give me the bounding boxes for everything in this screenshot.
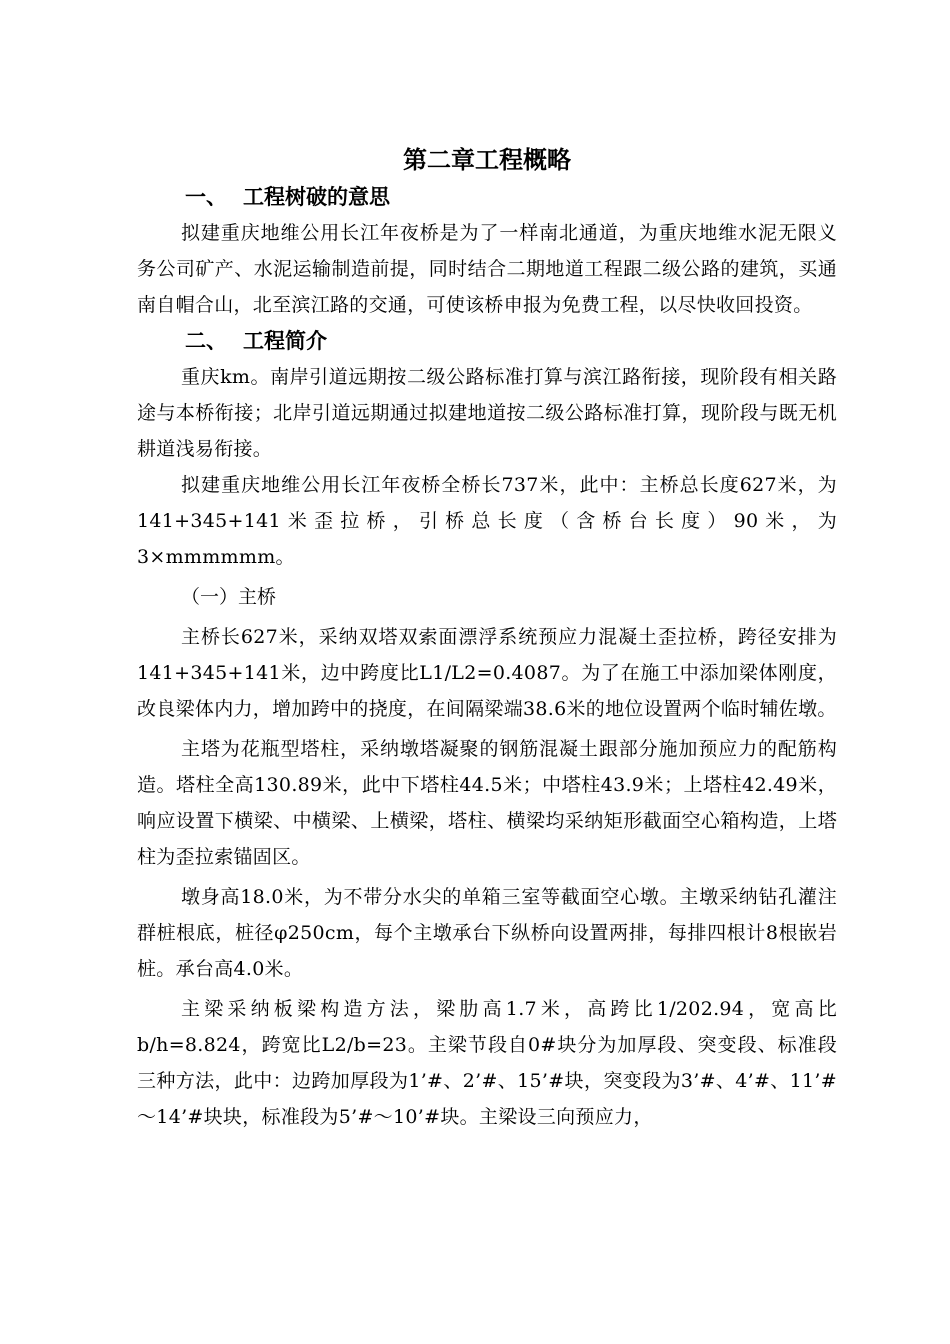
section-heading-1 <box>137 179 837 215</box>
paragraph: 墩身高18.0米，为不带分水尖的单箱三室等截面空心墩。主墩采纳钻孔灌注群桩根底，桩径φ250cm，每个主墩承台下纵桥向设置两排，每排四根计8根嵌岩桩。承台高4.0米。 <box>137 886 837 980</box>
document-body <box>137 143 837 1135</box>
paragraph: 主梁采纳板梁构造方法，梁肋高1.7米，高跨比1/202.94，宽高比b/h=8.824，跨宽比L2/b=23。主梁节段自0#块分为加厚段、突变段、标准段三种方法，此中：边跨加厚段为1’#、2’#、15’#块，突变段为3’#、4’#、11’#～14’#块块，标准段为5’#～10’#块。主梁设三向预应力， <box>137 998 837 1128</box>
section-number-1: 一、 <box>185 184 227 209</box>
paragraph: 主塔为花瓶型塔柱，采纳墩塔凝聚的钢筋混凝土跟部分施加预应力的配筋构造。塔柱全高130.89米，此中下塔柱44.5米；中塔柱43.9米；上塔柱42.49米，响应设置下横梁、中横梁、上横梁，塔柱、横梁均采纳矩形截面空心箱构造，上塔柱为歪拉索锚固区。 <box>137 738 837 868</box>
paragraph: 主桥长627米，采纳双塔双索面漂浮系统预应力混凝土歪拉桥，跨径安排为141+345+141米，边中跨度比L1/L2=0.4087。为了在施工中添加梁体刚度，改良梁体内力，增加跨中的挠度，在间隔梁端38.6米的地位设置两个临时辅佐墩。 <box>137 626 837 720</box>
paragraph: 拟建重庆地维公用长江年夜桥是为了一样南北通道，为重庆地维水泥无限义务公司矿产、水泥运输制造前提，同时结合二期地道工程跟二级公路的建筑，买通南自帽合山，北至滨江路的交通，可使该桥申报为免费工程，以尽快收回投资。 <box>137 222 837 316</box>
paragraph: 重庆km。南岸引道远期按二级公路标准打算与滨江路衔接，现阶段有相关路途与本桥衔接；北岸引道远期通过拟建地道按二级公路标准打算，现阶段与既无机耕道浅易衔接。 <box>137 366 837 460</box>
subsection-heading: （一）主桥 <box>181 586 277 608</box>
section-heading-text-1: 工程树破的意思 <box>243 184 390 209</box>
paragraph: 拟建重庆地维公用长江年夜桥全桥长737米，此中：主桥总长度627米，为141+345+141米歪拉桥，引桥总长度（含桥台长度）90米，为3×mmmmmm。 <box>137 474 837 568</box>
section-number-2: 二、 <box>185 328 227 353</box>
section-heading-text-2: 工程简介 <box>243 328 327 353</box>
section-heading-2 <box>137 323 837 359</box>
chapter-title: 第二章工程概略 <box>403 145 571 174</box>
